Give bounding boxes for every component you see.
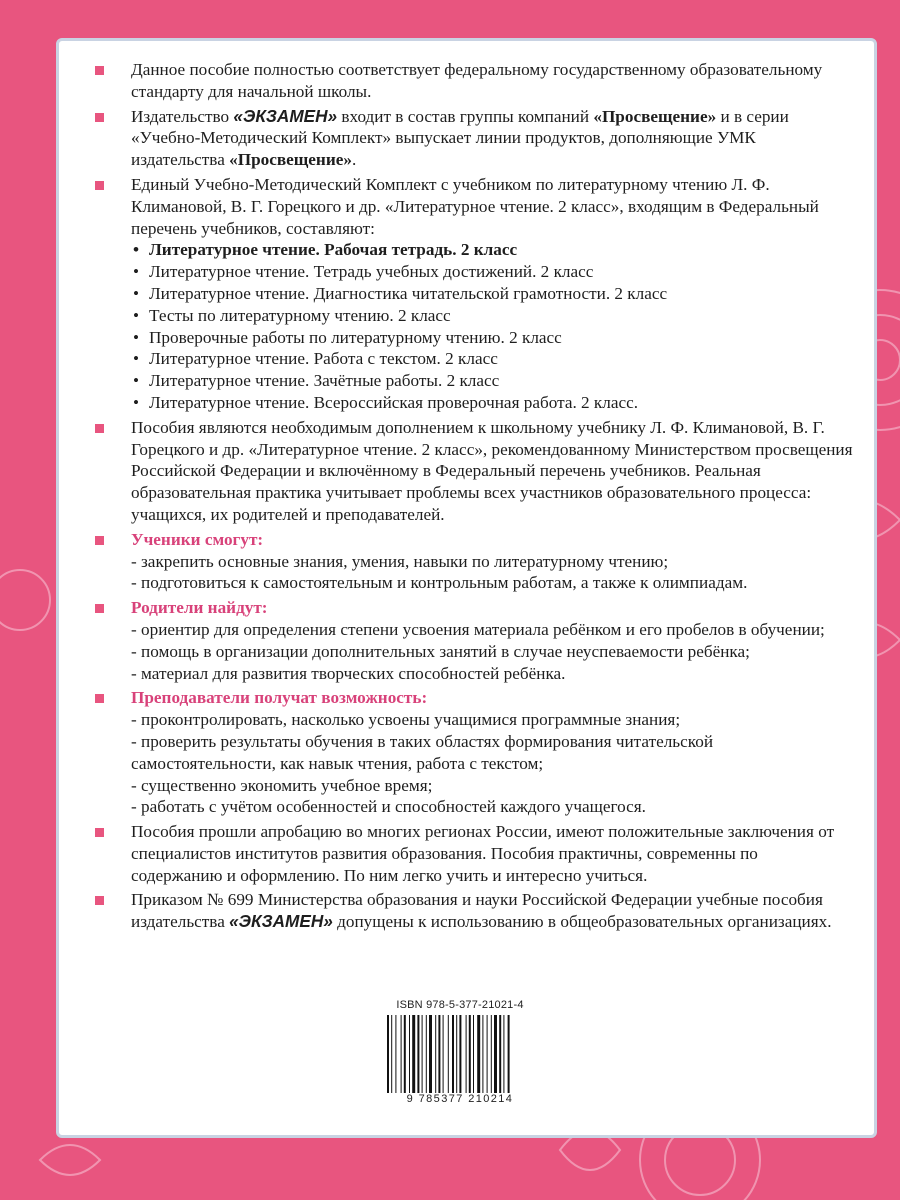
square-bullet-icon xyxy=(95,113,104,122)
barcode-digits: 9 785377 210214 xyxy=(406,1093,514,1105)
paragraph-text: Пособия являются необходимым дополнением к школьному учебнику Л. Ф. Климановой, В. Г. Горецкого и др. «Литературное чтение. 2 класс», рекомендованному Министерством просвещения Российской Федерации и включённому в Федеральный перечень учебников. Реальная образовательная практика учитывает проблемы всех участников образовательного процесса: учащихся, их родителей и преподавателей. xyxy=(131,417,853,524)
section-heading: Преподаватели получат возможность: xyxy=(131,688,428,708)
square-bullet-icon xyxy=(95,181,104,190)
barcode-bar xyxy=(452,1015,454,1093)
publisher-brand: «ЭКЗАМЕН» xyxy=(233,105,338,126)
barcode-bar xyxy=(391,1015,392,1093)
paragraph-approval xyxy=(93,821,853,886)
barcode-bar xyxy=(499,1015,501,1093)
section-parents xyxy=(93,597,853,684)
barcode-bar xyxy=(443,1015,444,1093)
barcode-bar xyxy=(426,1015,427,1093)
paragraph-supplement xyxy=(93,417,853,526)
barcode-bar xyxy=(448,1015,449,1093)
barcode-bar xyxy=(482,1015,483,1093)
square-bullet-icon xyxy=(95,536,104,545)
text-fragment: допущены к использованию в общеобразовательных организациях. xyxy=(332,912,832,932)
barcode-bar xyxy=(387,1015,389,1093)
list-item: - работать с учётом особенностей и способностей каждого учащегося. xyxy=(131,797,646,817)
barcode-bar xyxy=(422,1015,423,1093)
publisher-brand: «ЭКЗАМЕН» xyxy=(229,911,333,932)
square-bullet-icon xyxy=(95,604,104,613)
barcode-bar xyxy=(494,1015,497,1093)
square-bullet-icon xyxy=(95,66,104,75)
barcode-bar xyxy=(435,1015,436,1093)
barcode-bar xyxy=(438,1015,440,1093)
square-bullet-icon xyxy=(95,828,104,837)
list-item: - ориентир для определения степени усвоения материала ребёнком и его пробелов в обучении; xyxy=(131,619,825,639)
barcode-bar xyxy=(395,1015,396,1093)
group-name: «Просвещение» xyxy=(229,150,352,170)
paragraph-text: Пособия прошли апробацию во многих регионах России, имеют положительные заключения от специалистов институтов развития образования. Пособия практичны, современны по содержанию и оформлению. По ним легко учить и интересно учиться. xyxy=(131,822,835,885)
list-item: • Тесты по литературному чтению. 2 класс xyxy=(131,305,853,327)
square-bullet-icon xyxy=(95,694,104,703)
barcode-bar xyxy=(412,1015,415,1093)
paragraph-text: Данное пособие полностью соответствует федеральному государственному образовательному стандарту для начальной школы. xyxy=(131,60,823,101)
barcode-bar xyxy=(417,1015,419,1093)
section-students xyxy=(93,529,853,594)
paragraph-order xyxy=(93,889,853,933)
paragraph-text: Единый Учебно-Методический Комплект с учебником по литературному чтению Л. Ф. Климановой, В. Г. Горецкого и др. «Литературное чтение. 2 класс», входящим в Федеральный перечень учебников, составляют: xyxy=(131,174,819,238)
barcode-bar xyxy=(404,1015,406,1093)
section-teachers xyxy=(93,687,853,818)
barcode xyxy=(375,999,545,1129)
list-item: - подготовиться к самостоятельным и контрольным работам, а также к олимпиадам. xyxy=(131,573,748,593)
paragraph-standard xyxy=(93,59,853,103)
section-heading: Ученики смогут: xyxy=(131,529,264,549)
text-body xyxy=(93,59,853,936)
list-item: - проверить результаты обучения в таких областях формирования читательской самостоятельности, как навык чтения, работа с текстом; xyxy=(131,731,714,773)
text-fragment: Приказом № 699 Министерства образования и науки Российской Федерации учебные пособия издательства xyxy=(131,890,823,932)
paragraph-publisher xyxy=(93,106,853,171)
list-item: • Литературное чтение. Зачётные работы. 2 класс xyxy=(131,370,853,392)
text-fragment: и в серии «Учебно-Методический Комплект» выпускает линии продуктов, дополняющие УМК издательства xyxy=(131,106,789,170)
list-item: - материал для развития творческих способностей ребёнка. xyxy=(131,663,566,683)
list-item: - существенно экономить учебное время; xyxy=(131,775,433,795)
list-item: • Литературное чтение. Работа с текстом. 2 класс xyxy=(131,348,853,370)
isbn-number: ISBN 978-5-377-21021-4 xyxy=(396,999,524,1011)
barcode-bar xyxy=(469,1015,471,1093)
barcode-bar xyxy=(456,1015,457,1093)
barcode-bar xyxy=(508,1015,510,1093)
barcode-bar xyxy=(503,1015,504,1093)
list-item: • Литературное чтение. Рабочая тетрадь. 2 класс xyxy=(131,239,853,261)
barcode-bar xyxy=(473,1015,474,1093)
square-bullet-icon xyxy=(95,424,104,433)
list-item: • Литературное чтение. Тетрадь учебных достижений. 2 класс xyxy=(131,261,853,283)
barcode-bar xyxy=(401,1015,402,1093)
text-fragment: входит в состав группы компаний xyxy=(337,106,594,126)
list-item: • Проверочные работы по литературному чтению. 2 класс xyxy=(131,327,853,349)
content-panel xyxy=(56,38,877,1138)
text-fragment: . xyxy=(351,150,357,170)
barcode-bar xyxy=(477,1015,480,1093)
section-heading: Родители найдут: xyxy=(131,598,268,618)
barcode-bar xyxy=(487,1015,488,1093)
list-item: • Литературное чтение. Всероссийская проверочная работа. 2 класс. xyxy=(131,392,853,414)
list-item: - закрепить основные знания, умения, навыки по литературному чтению; xyxy=(131,551,669,571)
text-fragment: Издательство xyxy=(131,106,234,126)
barcode-bar xyxy=(429,1015,432,1093)
list-item: - помощь в организации дополнительных занятий в случае неуспеваемости ребёнка; xyxy=(131,641,750,661)
barcode-bar xyxy=(459,1015,461,1093)
list-item: • Литературное чтение. Диагностика читательской грамотности. 2 класс xyxy=(131,283,853,305)
barcode-bar xyxy=(466,1015,467,1093)
barcode-bars-icon xyxy=(385,1015,535,1093)
list-item: - проконтролировать, насколько усвоены учащимися программные знания; xyxy=(131,710,681,730)
group-name: «Просвещение» xyxy=(593,106,717,126)
square-bullet-icon xyxy=(95,896,104,905)
barcode-bar xyxy=(491,1015,492,1093)
barcode-bar xyxy=(409,1015,410,1093)
paragraph-umk xyxy=(93,174,853,414)
